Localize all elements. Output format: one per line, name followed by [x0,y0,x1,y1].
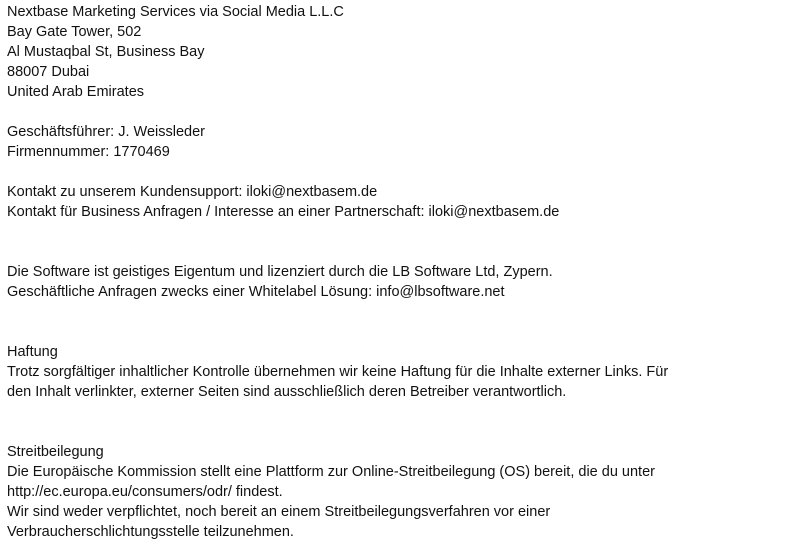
support-contact: Kontakt zu unserem Kundensupport: iloki@nextbasem.de [7,184,378,200]
company-address-block [7,2,687,102]
liability-heading: Haftung [7,344,58,360]
whitelabel-contact: Geschäftliche Anfragen zwecks einer Whitelabel Lösung: info@lbsoftware.net [7,284,505,300]
management-block [7,122,687,162]
ceo-line: Geschäftsführer: J. Weissleder [7,124,205,140]
liability-text: Trotz sorgfältiger inhaltlicher Kontrolle übernehmen wir keine Haftung für die Inhalte externer Links. Für den Inhalt verlinkter, externer Seiten sind ausschließlich deren Betreiber verantwortlich. [7,364,669,400]
software-block [7,262,687,302]
liability-section [7,342,687,402]
dispute-heading: Streitbeilegung [7,444,104,460]
dispute-participation-text: Wir sind weder verpflichtet, noch bereit an einem Streitbeilegungsverfahren vor einer Verbraucherschlichtungsstelle teilzunehmen. [7,504,551,540]
contact-block [7,182,687,222]
company-name: Nextbase Marketing Services via Social Media L.L.C [7,4,344,20]
business-contact: Kontakt für Business Anfragen / Interesse an einer Partnerschaft: iloki@nextbasem.de [7,204,560,220]
address-country: United Arab Emirates [7,84,145,100]
address-city: 88007 Dubai [7,64,90,80]
address-line-2: Al Mustaqbal St, Business Bay [7,44,205,60]
software-ownership: Die Software ist geistiges Eigentum und lizenziert durch die LB Software Ltd, Zypern. [7,264,553,280]
registration-number: Firmennummer: 1770469 [7,144,170,160]
address-line-1: Bay Gate Tower, 502 [7,24,142,40]
dispute-section [7,442,687,542]
dispute-platform-text: Die Europäische Kommission stellt eine Plattform zur Online-Streitbeilegung (OS) bereit, die du unter http://ec.europa.eu/consumers/odr/ findest. [7,464,655,500]
